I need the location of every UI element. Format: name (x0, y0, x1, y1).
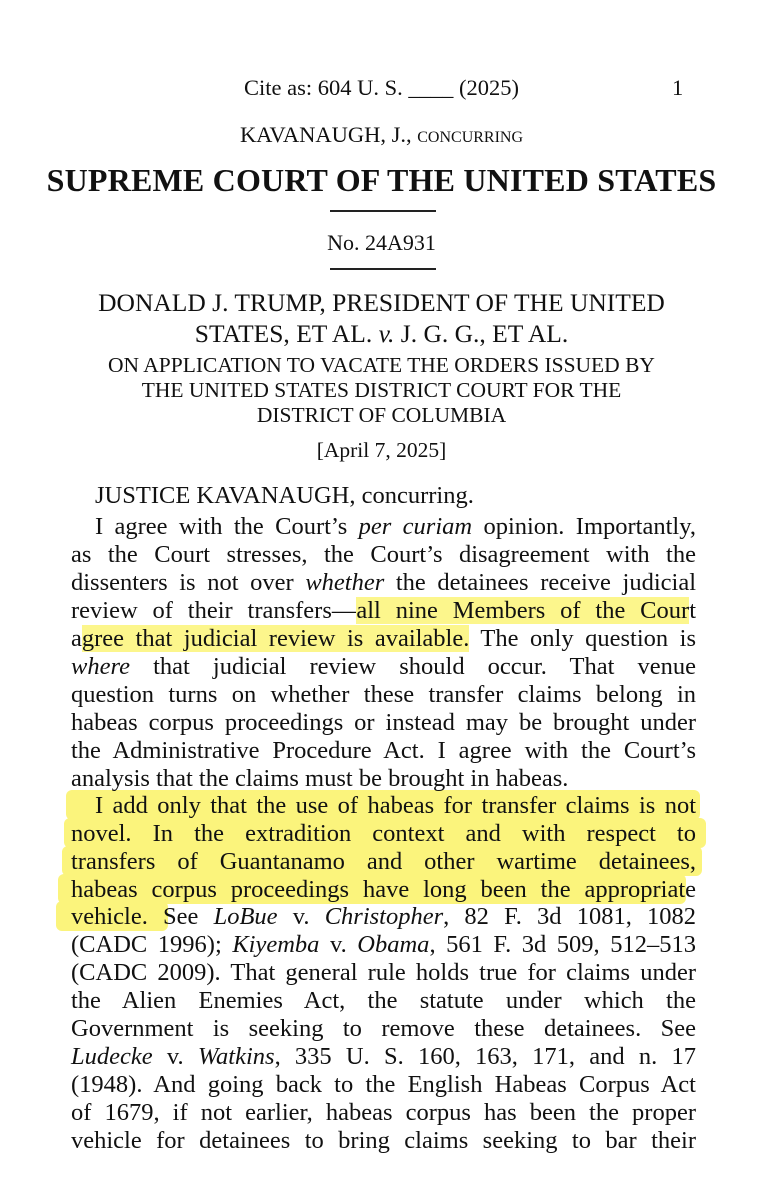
application-line: ON APPLICATION TO VACATE THE ORDERS ISSUED BY (108, 353, 655, 377)
justice-line: JUSTICE KAVANAUGH, concurring. (95, 482, 474, 509)
text-line: I add only that the use of habeas for transfer claims is not (95, 792, 696, 819)
text-line: habeas corpus proceedings or instead may be brought under (71, 709, 696, 736)
text-line: review of their transfers—all nine Members of the Court (71, 597, 696, 624)
citation-line: Cite as: 604 U. S. ____ (2025) (244, 75, 519, 100)
text-line: novel. In the extradition context and with respect to (71, 820, 696, 847)
text-line: the Alien Enemies Act, the statute under which the (71, 987, 696, 1014)
text-line: the Administrative Procedure Act. I agree with the Court’s (71, 737, 696, 764)
divider-rule (330, 268, 436, 270)
text-line: I agree with the Court’s per curiam opinion. Importantly, (95, 513, 696, 540)
text-line: transfers of Guantanamo and other wartime detainees, (71, 848, 696, 875)
text-line: question turns on whether these transfer claims belong in (71, 681, 696, 708)
text-line: analysis that the claims must be brought in habeas. (71, 765, 569, 792)
text-line: Government is seeking to remove these detainees. See (71, 1015, 696, 1042)
text-line: habeas corpus proceedings have long been the appropriate (71, 876, 696, 903)
text-line: dissenters is not over whether the detainees receive judicial (71, 569, 697, 596)
caption-line: DONALD J. TRUMP, PRESIDENT OF THE UNITED (98, 288, 665, 317)
text-line: vehicle. See LoBue v. Christopher, 82 F. 3d 1081, 1082 (71, 903, 696, 930)
text-line: (1948). And going back to the English Habeas Corpus Act (71, 1071, 696, 1098)
text-line: vehicle for detainees to bring claims seeking to bar their (71, 1127, 696, 1154)
page-number: 1 (672, 75, 684, 100)
text-line: of 1679, if not earlier, habeas corpus has been the proper (71, 1099, 696, 1126)
docket-number: No. 24A931 (327, 230, 436, 255)
text-line: agree that judicial review is available. The only question is (71, 625, 696, 652)
text-line: where that judicial review should occur. That venue (71, 653, 696, 680)
text-line: Ludecke v. Watkins, 335 U. S. 160, 163, 171, and n. 17 (71, 1043, 696, 1070)
court-title: SUPREME COURT OF THE UNITED STATES (46, 162, 717, 198)
text-line: (CADC 2009). That general rule holds true for claims under (71, 959, 696, 986)
highlighted-text: all nine Members of the Cour (356, 597, 690, 624)
text-line: as the Court stresses, the Court’s disagreement with the (71, 541, 696, 568)
application-heading (0, 353, 763, 428)
decision-date: [April 7, 2025] (316, 438, 447, 462)
divider-rule (330, 210, 436, 212)
case-caption (0, 287, 763, 349)
application-line: THE UNITED STATES DISTRICT COURT FOR THE (141, 378, 622, 402)
running-head: KAVANAUGH, J., concurring (239, 122, 524, 147)
caption-line: STATES, ET AL. v. J. G. G., ET AL. (194, 319, 569, 348)
text-line: (CADC 1996); Kiyemba v. Obama, 561 F. 3d 509, 512–513 (71, 931, 696, 958)
highlighted-text: gree that judicial review is available. (81, 625, 470, 652)
application-line: DISTRICT OF COLUMBIA (256, 403, 507, 427)
